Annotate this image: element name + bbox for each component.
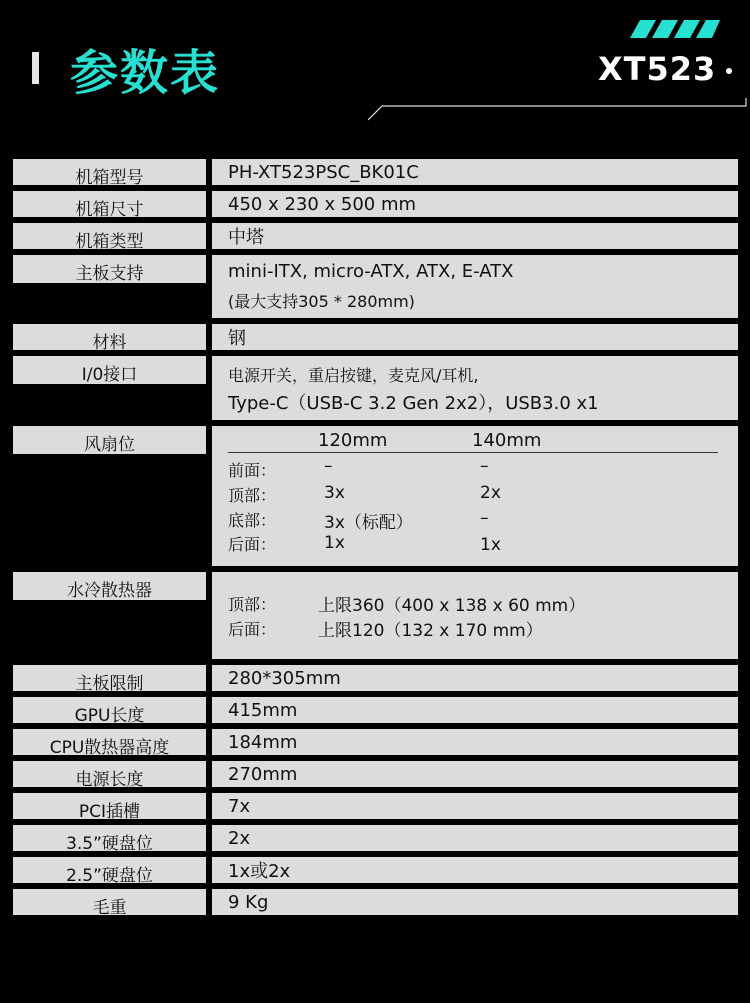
table-row [13,191,738,220]
spec-value: 270mm [212,761,738,787]
fan-column-header: 140mm [472,430,542,451]
fan-120-value: 3x [324,483,345,503]
spec-value: 中塔 [212,223,738,249]
spec-value-line: Type-C（USB-C 3.2 Gen 2x2），USB3.0 x1 [228,393,599,414]
spec-value: 1x或2x [212,857,738,883]
title-accent-bar [32,52,39,84]
spec-value [212,356,738,420]
spec-label: GPU长度 [13,697,206,723]
spec-label: 水冷散热器 [13,572,206,600]
fan-140-value: 1x [480,535,501,555]
spec-label: 毛重 [13,889,206,915]
spec-value: 7x [212,793,738,819]
fan-140-value: 2x [480,483,501,503]
radiator-spec [212,572,738,659]
fan-table [212,426,738,566]
spec-label: 机箱类型 [13,223,206,249]
fan-position: 前面： [228,461,277,480]
table-row [13,729,738,758]
spec-value: 2x [212,825,738,851]
spec-value: 415mm [212,697,738,723]
radiator-value: 上限120（132 x 170 mm） [318,621,543,641]
fan-column-header: 120mm [318,430,388,451]
table-row [13,426,738,566]
table-row [13,572,738,659]
fan-position: 顶部： [228,486,277,505]
fan-120-value: 1x [324,533,345,553]
spec-value-line: mini-ITX, micro-ATX, ATX, E-ATX [228,261,514,282]
table-row [13,697,738,726]
page-title: 参数表 [70,45,221,101]
fan-position: 底部： [228,511,277,530]
spec-value: 280*305mm [212,665,738,691]
spec-label: 材料 [13,324,206,350]
spec-value: PH-XT523PSC_BK01C [212,159,738,185]
radiator-position: 顶部： [228,595,277,614]
fan-120-value: 3x（标配） [324,513,413,533]
dot-decoration [726,68,732,74]
table-row [13,793,738,822]
spec-label: 3.5”硬盘位 [13,825,206,851]
spec-label: 主板限制 [13,665,206,691]
table-row [13,356,738,420]
table-row [13,665,738,694]
spec-label: 机箱尺寸 [13,191,206,217]
table-row [13,324,738,353]
spec-label: 2.5”硬盘位 [13,857,206,883]
spec-value-line: 电源开关，重启按键，麦克风/耳机, [228,366,479,385]
stripes-decoration-icon [630,20,720,38]
fan-120-value: – [324,456,333,476]
table-row [13,825,738,854]
spec-label: 风扇位 [13,426,206,454]
fan-header-divider [228,452,718,453]
spec-value: 9 Kg [212,889,738,915]
table-row [13,889,738,918]
model-name: XT523 [598,50,717,88]
spec-value: 184mm [212,729,738,755]
header-line-decoration [368,98,748,122]
fan-140-value: – [480,508,489,528]
radiator-position: 后面： [228,620,277,639]
spec-label: PCI插槽 [13,793,206,819]
fan-140-value: – [480,456,489,476]
spec-table [13,159,738,921]
spec-value-line: (最大支持305 * 280mm) [228,292,415,311]
fan-position: 后面： [228,535,277,554]
spec-label: 主板支持 [13,255,206,283]
table-row [13,159,738,188]
table-row [13,255,738,318]
header [0,0,750,150]
table-row [13,761,738,790]
radiator-value: 上限360（400 x 138 x 60 mm） [318,596,586,616]
spec-label: CPU散热器高度 [13,729,206,755]
table-row [13,857,738,886]
spec-value: 钢 [212,324,738,350]
spec-label: 电源长度 [13,761,206,787]
spec-label: I/0接口 [13,356,206,384]
spec-value [212,255,738,318]
spec-value: 450 x 230 x 500 mm [212,191,738,217]
spec-label: 机箱型号 [13,159,206,185]
table-row [13,223,738,252]
